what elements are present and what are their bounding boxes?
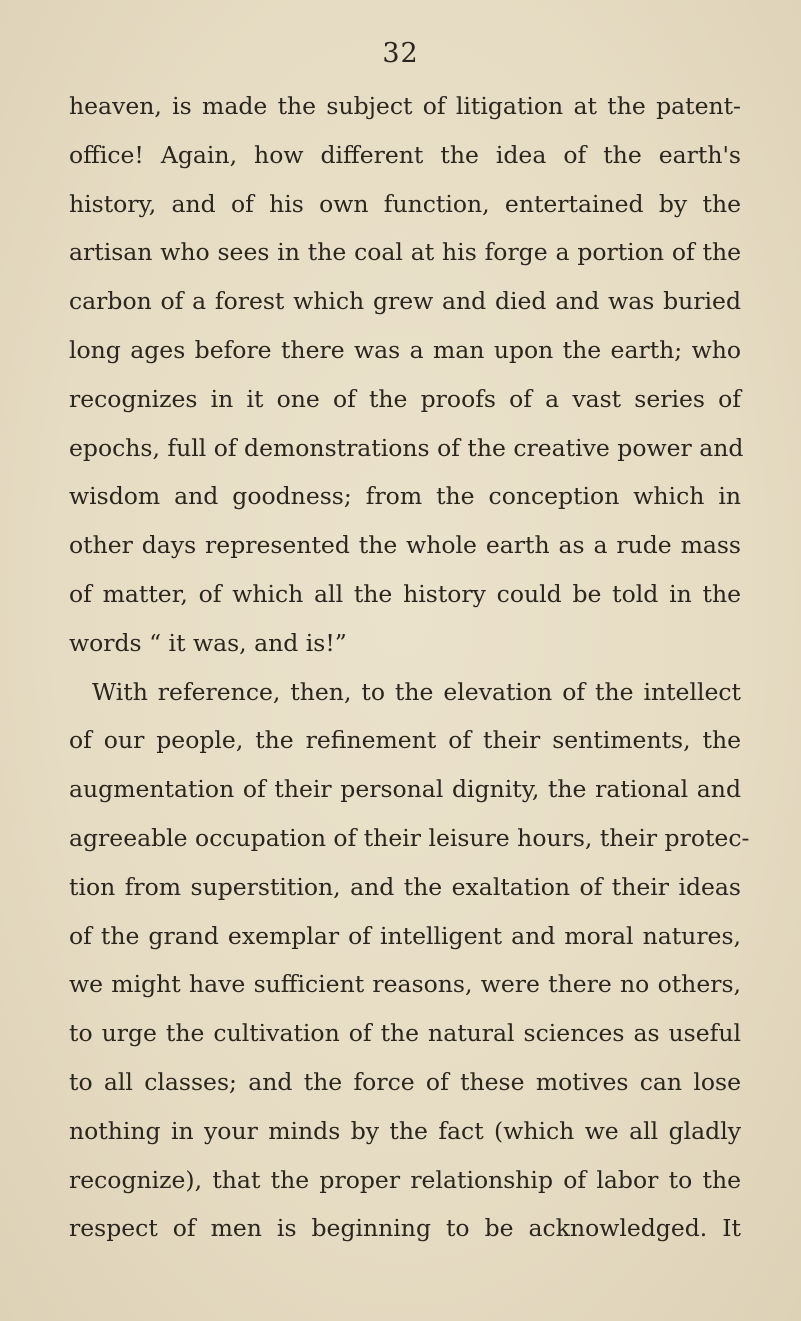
paragraph-start-line: With reference, then, to the elevation of the intellect xyxy=(92,677,741,706)
text-line: tion from superstition, and the exaltation of their ideas xyxy=(69,872,741,901)
text-line: recognizes in it one of the proofs of a vast series of xyxy=(69,384,741,413)
text-line: office! Again, how different the idea of the earth's xyxy=(69,140,741,169)
text-line: to urge the cultivation of the natural sciences as useful xyxy=(69,1019,741,1048)
text-line: history, and of his own function, entertained by the xyxy=(69,189,741,218)
text-line: other days represented the whole earth as a rude mass xyxy=(69,531,741,560)
text-line: wisdom and goodness; from the conception which in xyxy=(69,482,741,511)
paragraph-end-line: words “ it was, and is!” xyxy=(69,628,347,657)
text-line: nothing in your minds by the fact (which we all gladly xyxy=(69,1116,741,1145)
text-line: long ages before there was a man upon the earth; who xyxy=(69,335,741,364)
text-line: agreeable occupation of their leisure hours, their protec- xyxy=(69,823,750,852)
text-line: respect of men is beginning to be acknowledged. It xyxy=(69,1214,741,1243)
text-line: of our people, the refinement of their sentiments, the xyxy=(69,726,741,755)
text-line: heaven, is made the subject of litigation at the patent- xyxy=(69,92,741,120)
page-number: 32 xyxy=(382,38,419,69)
text-line: epochs, full of demonstrations of the creative power and xyxy=(69,433,744,462)
text-line: of the grand exemplar of intelligent and moral natures, xyxy=(69,921,741,950)
text-line: to all classes; and the force of these motives can lose xyxy=(69,1067,741,1096)
text-line: of matter, of which all the history could be told in the xyxy=(69,579,741,608)
text-line: recognize), that the proper relationship of labor to the xyxy=(69,1165,741,1194)
text-line: carbon of a forest which grew and died and was buried xyxy=(69,287,741,316)
text-line: augmentation of their personal dignity, the rational and xyxy=(69,775,741,804)
text-line: we might have sufficient reasons, were there no others, xyxy=(69,970,741,999)
body-text xyxy=(69,82,750,1253)
text-line: artisan who sees in the coal at his forge a portion of the xyxy=(69,238,741,267)
